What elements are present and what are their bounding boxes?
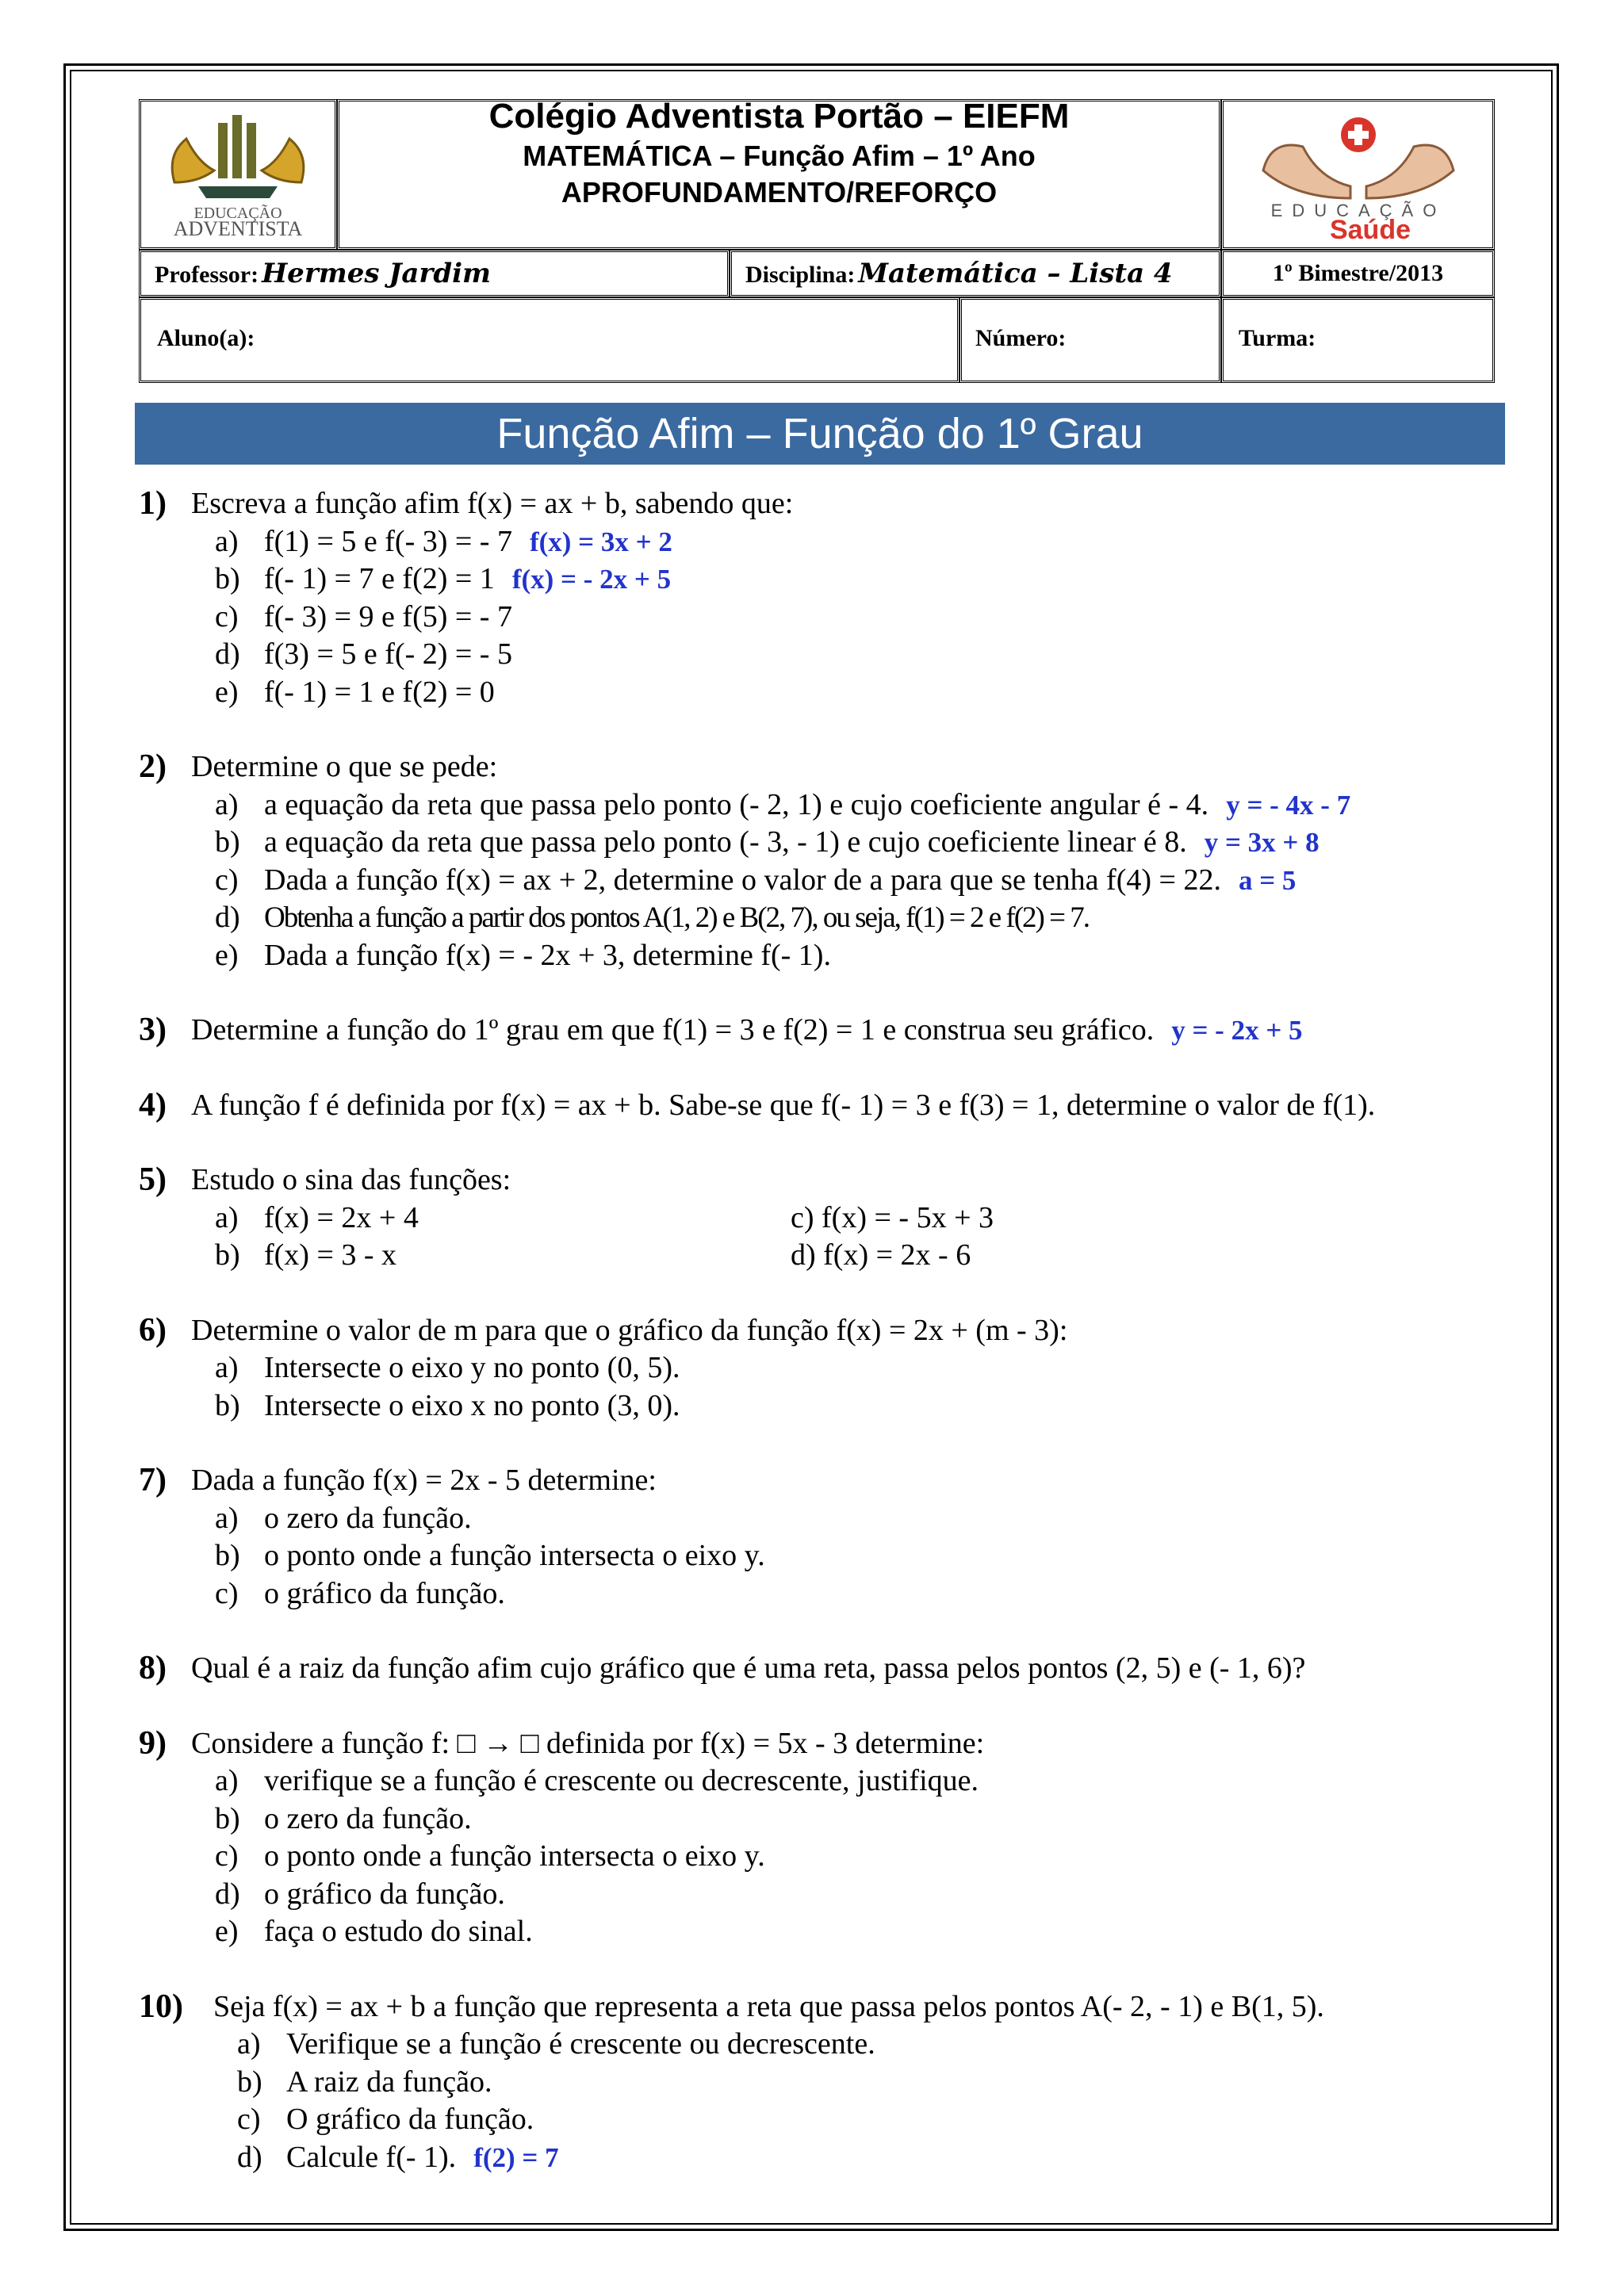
item-label: a) (215, 524, 239, 558)
list-item (139, 1838, 1503, 1876)
discipline-field (745, 255, 1173, 297)
item-label: c) (215, 1839, 239, 1873)
item-text: o ponto onde a função intersecta o eixo y. (264, 1839, 765, 1873)
answer: f(2) = 7 (473, 2141, 559, 2173)
item-text: o gráfico da função. (264, 1877, 505, 1911)
question-9 (139, 1725, 1503, 1951)
item-label: d) (215, 637, 240, 671)
item-text: f(- 1) = 7 e f(2) = 1 (264, 562, 495, 595)
item-text: o gráfico da função. (264, 1576, 505, 1610)
list-item (139, 1913, 1503, 1951)
list-item (791, 1237, 1442, 1275)
question-number: 10) (139, 1988, 183, 2025)
list-item (139, 1876, 1503, 1914)
item-text: o ponto onde a função intersecta o eixo y. (264, 1539, 765, 1572)
question-8 (139, 1650, 1503, 1688)
item-label: b) (215, 825, 240, 859)
subject-line: MATEMÁTICA – Função Afim – 1º Ano (523, 140, 1036, 172)
list-item (139, 899, 1503, 937)
answer: f(x) = - 2x + 5 (511, 564, 672, 595)
item-label: c) (791, 1200, 814, 1234)
question-text: Determine o valor de m para que o gráfico da função f(x) = 2x + (m - 3): (191, 1313, 1068, 1347)
list-item (139, 2064, 1503, 2102)
list-item (139, 824, 1503, 862)
question-text: Seja f(x) = ax + b a função que representa a reta que passa pelos pontos A(- 2, - 1) e B(1, 5). (213, 1989, 1324, 2023)
answer: a = 5 (1238, 864, 1297, 896)
student-label: Aluno(a): (157, 325, 255, 351)
list-item (139, 1237, 791, 1275)
question-5 (139, 1161, 1503, 1275)
list-item (139, 523, 1503, 561)
list-item (139, 937, 1503, 975)
question-10 (139, 1988, 1503, 2177)
school-name: Colégio Adventista Portão (488, 97, 925, 136)
question-text: A função f é definida por f(x) = ax + b. Sabe-se que f(- 1) = 3 e f(3) = 1, determine o valor de f(1). (191, 1088, 1376, 1122)
list-item (139, 1537, 1503, 1575)
list-item (139, 2101, 1503, 2139)
question-3 (139, 1012, 1503, 1050)
item-label: b) (215, 1801, 240, 1835)
item-text: a equação da reta que passa pelo ponto (- 2, 1) e cujo coeficiente angular é - 4. (264, 787, 1209, 821)
question-text: Determine a função do 1º grau em que f(1) = 3 e f(2) = 1 e construa seu gráfico. (191, 1013, 1155, 1047)
item-text: Dada a função f(x) = ax + 2, determine o valor de a para que se tenha f(4) = 22. (264, 863, 1221, 897)
school-info (337, 95, 1221, 211)
item-label: a) (215, 1351, 239, 1384)
question-2 (139, 748, 1503, 974)
item-label: a) (237, 2027, 261, 2061)
answer: y = - 4x - 7 (1226, 789, 1351, 821)
question-list (139, 485, 1503, 2176)
question-text: Escreva a função afim f(x) = ax + b, sabendo que: (191, 487, 794, 520)
question-number: 5) (139, 1161, 167, 1198)
question-number: 1) (139, 485, 167, 522)
class-label: Turma: (1239, 325, 1316, 351)
left-logo-box (139, 99, 337, 250)
educacao-saude-logo (1239, 107, 1477, 242)
item-label: d) (791, 1238, 816, 1272)
question-number: 8) (139, 1650, 167, 1686)
question-text: Qual é a raiz da função afim cujo gráfico que é uma reta, passa pelos pontos (2, 5) e (- 1, 6)? (191, 1651, 1306, 1685)
question-number: 7) (139, 1462, 167, 1498)
item-text: f(- 3) = 9 e f(5) = - 7 (264, 599, 512, 633)
item-label: a) (215, 1200, 239, 1234)
item-text: Intersecte o eixo y no ponto (0, 5). (264, 1351, 680, 1384)
question-1 (139, 485, 1503, 711)
right-logo-line2: Saúde (1329, 215, 1411, 242)
right-logo-box (1221, 99, 1495, 250)
item-label: e) (215, 1915, 239, 1948)
item-label: a) (215, 1764, 239, 1797)
item-label: a) (215, 1501, 239, 1535)
question-4 (139, 1087, 1503, 1125)
list-item (139, 786, 1503, 825)
item-label: b) (215, 1238, 240, 1272)
item-text: f(- 1) = 1 e f(2) = 0 (264, 675, 495, 709)
item-label: a) (215, 787, 239, 821)
item-text: Calcule f(- 1). (286, 2140, 457, 2174)
list-item (139, 1762, 1503, 1800)
item-label: e) (215, 675, 239, 709)
right-logo-line1: EDUCAÇÃO (1270, 201, 1446, 220)
list-item (139, 636, 1503, 674)
number-label: Número: (975, 325, 1067, 351)
question-number: 9) (139, 1724, 167, 1762)
list-item (139, 1200, 791, 1238)
item-text: Intersecte o eixo x no ponto (3, 0). (264, 1388, 680, 1422)
answer: y = - 2x + 5 (1171, 1015, 1303, 1046)
item-text: o zero da função. (264, 1501, 472, 1535)
item-text: f(x) = 2x - 6 (823, 1238, 971, 1272)
discipline-value: Matemática – Lista 4 (858, 258, 1173, 289)
item-text: o zero da função. (264, 1801, 472, 1835)
item-label: e) (215, 938, 239, 972)
left-logo-line2: ADVENTISTA (173, 217, 303, 240)
mode-line: APROFUNDAMENTO/REFORÇO (561, 176, 998, 209)
list-item (139, 1575, 1503, 1613)
item-text: O gráfico da função. (286, 2103, 534, 2136)
item-text: a equação da reta que passa pelo ponto (- 3, - 1) e cujo coeficiente linear é 8. (264, 825, 1187, 859)
student-box[interactable] (139, 297, 959, 383)
item-text: faça o estudo do sinal. (264, 1915, 533, 1948)
list-item (139, 1349, 1503, 1387)
school-suffix: – EIEFM (924, 97, 1070, 136)
item-label: d) (237, 2140, 262, 2174)
list-item (139, 674, 1503, 712)
list-item (139, 599, 1503, 637)
professor-label: Professor: (155, 262, 259, 288)
list-item (139, 1500, 1503, 1538)
question-number: 6) (139, 1311, 167, 1349)
item-label: b) (215, 562, 240, 595)
question-number: 3) (139, 1012, 167, 1048)
item-label: b) (215, 1539, 240, 1572)
list-item (139, 2026, 1503, 2064)
item-text: f(1) = 5 e f(- 3) = - 7 (264, 524, 512, 558)
left-logo-line1: EDUCAÇÃO (193, 205, 282, 222)
item-text: Obtenha a função a partir dos pontos A(1, 2) e B(2, 7), ou seja, f(1) = 2 e f(2) = 7. (264, 901, 1089, 934)
item-text: Dada a função f(x) = - 2x + 3, determine f(- 1). (264, 938, 831, 972)
item-text: f(x) = 3 - x (264, 1238, 397, 1272)
item-label: b) (237, 2064, 262, 2099)
term: 1º Bimestre/2013 (1272, 260, 1444, 286)
item-label: c) (215, 599, 239, 633)
item-label: d) (215, 901, 240, 934)
question-number: 4) (139, 1086, 167, 1123)
answer: y = 3x + 8 (1204, 827, 1320, 858)
question-text: Determine o que se pede: (191, 750, 498, 783)
item-label: d) (215, 1877, 240, 1911)
item-text: verifique se a função é crescente ou decrescente, justifique. (264, 1764, 979, 1797)
item-label: c) (237, 2103, 261, 2136)
list-item (139, 1800, 1503, 1839)
discipline-label: Disciplina: (745, 262, 856, 288)
item-text: f(3) = 5 e f(- 2) = - 5 (264, 637, 512, 671)
adventist-logo (151, 107, 325, 242)
question-6 (139, 1312, 1503, 1425)
list-item (139, 1387, 1503, 1425)
list-item (139, 561, 1503, 599)
list-item (139, 862, 1503, 900)
list-item (791, 1200, 1442, 1238)
answer: f(x) = 3x + 2 (529, 526, 672, 557)
question-text: Estudo o sina das funções: (191, 1163, 511, 1196)
item-label: c) (215, 863, 239, 897)
question-number: 2) (139, 748, 167, 785)
title-banner: Função Afim – Função do 1º Grau (135, 403, 1505, 465)
item-text: f(x) = - 5x + 3 (822, 1200, 994, 1234)
question-text: Dada a função f(x) = 2x - 5 determine: (191, 1464, 657, 1497)
professor-field (155, 255, 491, 297)
item-text: Verifique se a função é crescente ou decrescente. (286, 2027, 875, 2061)
item-text: f(x) = 2x + 4 (264, 1200, 419, 1234)
question-text: Considere a função f: □ → □ definida por f(x) = 5x - 3 determine: (191, 1726, 985, 1760)
item-text: A raiz da função. (286, 2064, 492, 2099)
question-7 (139, 1462, 1503, 1613)
item-label: b) (215, 1388, 240, 1422)
list-item (139, 2139, 1503, 2177)
item-label: c) (215, 1576, 239, 1610)
professor-name: Hermes Jardim (262, 258, 492, 289)
